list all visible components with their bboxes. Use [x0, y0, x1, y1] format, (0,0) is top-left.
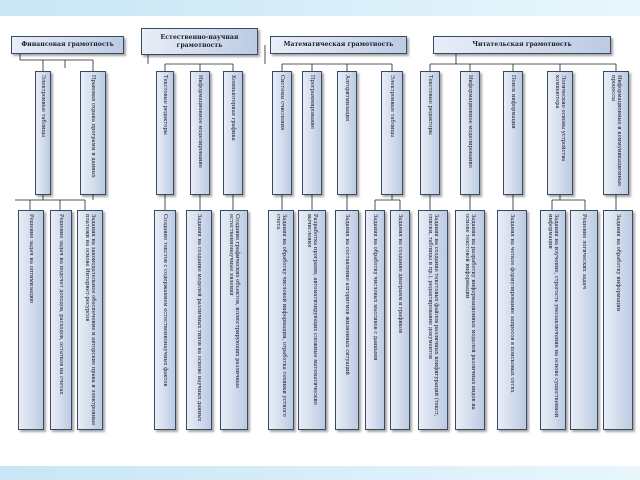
topic-computer-graphics: Компьютерная графика [223, 71, 243, 195]
task-algorithm-life: Задания на составление алгоритмов жизненных ситуаций [335, 210, 359, 430]
topic-legal-protection: Правовая охрана программ и данных [80, 71, 106, 195]
task-optimization: Решение задач на оптимизацию [18, 210, 44, 430]
task-income-expenses: Решение задач на подсчет доходов, расходов, остатков на счетах [50, 210, 72, 430]
task-info-models-text: Задания на разработку информационных моделей различных видов на основе текстовой информации [455, 210, 485, 430]
topic-text-editors-read: Текстовые редакторы [420, 71, 440, 195]
topic-info-modeling-read: Информационное моделирование [460, 71, 480, 195]
task-model-creation: Задания на создание моделей различных типов на основе научных данных [186, 210, 212, 430]
header-math-literacy: Математическая грамотность [270, 36, 407, 54]
topic-spreadsheets-math: Электронные таблицы [381, 71, 403, 195]
task-search-queries: Задания на четкое формулирование запросов в поисковых сетях [497, 210, 527, 430]
topic-programming: Программирование [302, 71, 322, 195]
topic-logic-basics: Логические основы устройства компьютера [547, 71, 573, 195]
topic-info-modeling-sci: Информационное моделирование [190, 71, 210, 195]
header-science-literacy: Естественно-научная грамотность [141, 28, 258, 55]
topic-info-search: Поиск информации [503, 71, 523, 195]
header-reading-literacy: Читательская грамотность [433, 36, 611, 54]
topic-algorithmization: Алгоритмизация [337, 71, 357, 195]
topic-text-editors-sci: Текстовые редакторы [156, 71, 174, 195]
task-science-texts: Создание текстов с содержанием естественнонаучных фактов [154, 210, 176, 430]
header-financial-literacy: Финансовая грамотность [11, 36, 124, 54]
task-graphic-objects: Создание графических объектов, иллюстрирующих различные естественнонаучные явления [220, 210, 248, 430]
topic-info-processes: Информационные и коммуникационные процессы [603, 71, 629, 195]
task-charts-graphs: Задания на создание диаграмм и графиков [390, 210, 410, 430]
task-numeric-arrays: Задания на обработку числовых массивов с данными [365, 210, 385, 430]
topic-number-systems: Системы счисления [272, 71, 292, 195]
topic-spreadsheets-fin: Электронные таблицы [35, 71, 51, 195]
task-reasoning: Задания на изучение, строгость умозаключения на основе существенной информации [540, 210, 566, 430]
task-legislation: Задания на законодательное обеспечение и авторские права и электронные платежи на основе Интернет-ресурсов [77, 210, 103, 430]
task-text-files: Задания на создание текстовых файлов различных конфигураций (текст, списки, таблицы и пр.), редактирование документов [418, 210, 448, 430]
task-numeric-processing: Задания на обработку числовой информации, отработка техники устного счета [268, 210, 294, 430]
task-program-development: Разработка программ, автоматизирующих сложные математические вычисления [298, 210, 326, 430]
task-info-processing: Задания на обработку информации [603, 210, 633, 430]
task-logic-problems: Решение логических задач [570, 210, 598, 430]
